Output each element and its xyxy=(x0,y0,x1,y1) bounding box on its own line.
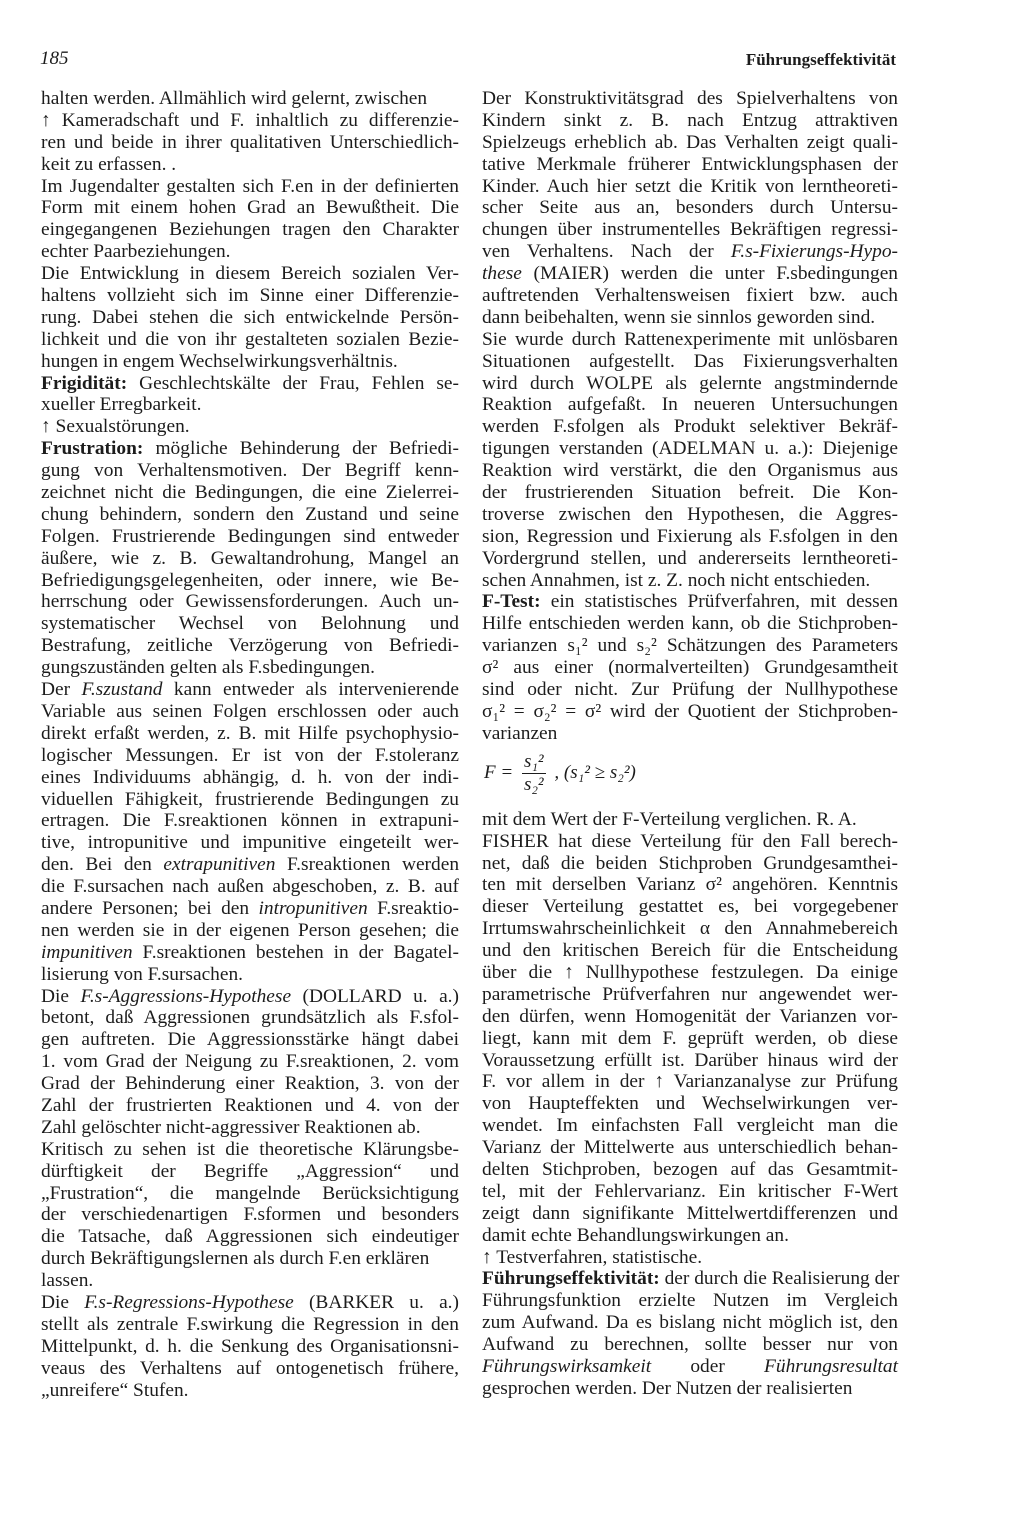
right-column-line: von Haupteffekten und Wechselwirkungen ver- xyxy=(482,1093,898,1115)
right-column-line: gesprochen werden. Der Nutzen der realisierten xyxy=(482,1377,853,1399)
right-column-line: Führungsfunktion erzielte Nutzen im Vergleich xyxy=(482,1290,898,1312)
left-column-line: impunitiven F.sreaktionen bestehen in der Bagatel- xyxy=(41,941,459,963)
left-column xyxy=(41,88,459,1401)
left-column-line: Bestrafung, zeitliche Verzögerung von Befriedi- xyxy=(41,635,459,657)
left-column-line: den. Bei den extrapunitiven F.sreaktionen werden xyxy=(41,854,460,876)
left-column-line: keit zu erfassen. . xyxy=(41,153,177,175)
right-column-line: dann beibehalten, wenn sie sinnlos geworden sind. xyxy=(482,306,876,328)
page-number: 185 xyxy=(40,48,69,69)
left-column-line: Zahl der frustrierten Reaktionen und 4. von der xyxy=(41,1094,459,1116)
left-column-line: logischer Messungen. Er ist von der F.stoleranz xyxy=(41,744,459,766)
right-column-line: Aufwand zu berechnen, sollte besser nur von xyxy=(482,1334,898,1356)
right-column-line: zeigt dann signifikante Mittelwertdifferenzen und xyxy=(482,1202,898,1224)
right-column-line: mit dem Wert der F-Verteilung verglichen. R. A. xyxy=(482,808,857,830)
right-column-line: damit echte Behandlungswirkungen an. xyxy=(482,1224,789,1246)
left-column-line: chung behindern, sondern den Zustand und seine xyxy=(41,503,459,525)
left-column-line: andere Personen; bei den intropunitiven F.sreaktio- xyxy=(41,897,460,919)
right-column-line: der frustrierenden Situation befreit. Die Kon- xyxy=(482,482,898,504)
right-column-line: Spielzeugs erheblich ab. Das Verhalten zeigt quali- xyxy=(482,131,898,153)
left-column-line: ↑ Kameradschaft und F. inhaltlich zu differenzie- xyxy=(41,109,459,131)
left-column-line: hungen in engem Wechselwirkungsverhältnis. xyxy=(41,350,398,372)
left-column-line: ren und beide in ihrer qualitativen Unterschiedlich- xyxy=(41,131,459,153)
right-column-line: den dürfen, wenn Homogenität der Varianzen vor- xyxy=(482,1005,898,1027)
left-column-line: Folgen. Frustrierende Bedingungen sind entweder xyxy=(41,525,459,547)
left-column-line: Die F.s-Aggressions-Hypothese (DOLLARD u. a.) xyxy=(41,985,459,1007)
right-column-line: sion, Regression und Fixierung als F.sfolgen in den xyxy=(482,525,898,547)
right-column-line: ven Verhaltens. Nach der F.s-Fixierungs-Hypo- xyxy=(482,241,898,263)
right-column-line: these (MAIER) werden die unter F.sbedingungen xyxy=(482,263,898,285)
left-column-line: Frigidität: Geschlechtskälte der Frau, Fehlen se- xyxy=(41,372,459,394)
right-column-text-bottom xyxy=(482,809,898,1400)
right-column-line: F. vor allem in der ↑ Varianzanalyse zur Prüfung xyxy=(482,1071,898,1093)
left-column-line: lassen. xyxy=(41,1270,94,1292)
left-column-line: lisierung von F.sursachen. xyxy=(41,963,244,985)
left-column-line: gungszuständen gelten als F.sbedingungen. xyxy=(41,657,375,679)
right-column-line: chungen über instrumentelles Bekräftigen regressi- xyxy=(482,219,898,241)
right-column-line: Reaktion aufgefaßt. In neueren Untersuchungen xyxy=(482,394,898,416)
left-column-line: gung von Verhaltensmotiven. Der Begriff kenn- xyxy=(41,460,459,482)
right-column-line: Vordergrund stellen, und andererseits lerntheoreti- xyxy=(482,547,898,569)
left-column-line: Der F.szustand kann entweder als intervenierende xyxy=(41,679,459,701)
left-column-line: äußere, wie z. B. Gewaltandrohung, Mangel an xyxy=(41,547,459,569)
formula-lhs: F = xyxy=(484,761,514,783)
right-column-line: werden F.sfolgen als Produkt selektiver Bekräf- xyxy=(482,416,898,438)
right-column-line: wendet. Im einfachsten Fall vergleicht man die xyxy=(482,1115,898,1137)
right-column-line: Varianz der Mittelwerte aus unterschiedlich behan- xyxy=(482,1137,898,1159)
left-column-line: durch Bekräftigungslernen als durch F.en erklären xyxy=(41,1248,430,1270)
left-column-line: Die F.s-Regressions-Hypothese (BARKER u. a.) xyxy=(41,1291,459,1313)
right-column-line: ten mit derselben Varianz σ² angehören. Kenntnis xyxy=(482,874,898,896)
left-column-line: Form mit einem hohen Grad an Bewußtheit. Die xyxy=(41,197,459,219)
right-column-line: tative Merkmale früherer Entwicklungsphasen der xyxy=(482,153,898,175)
left-column-line: tive, intropunitive und impunitive eingeteilt wer- xyxy=(41,832,459,854)
left-column-line: xueller Erregbarkeit. xyxy=(41,394,202,416)
right-column-line: Irrtumswahrscheinlichkeit α den Annahmebereich xyxy=(482,918,898,940)
right-column-line: wird durch WOLPE als gelernte angstmindernde xyxy=(482,372,898,394)
left-column-line: veaus des Verhaltens auf ontogenetisch frühere, xyxy=(41,1357,459,1379)
left-column-line: herrschung oder Gewissensforderungen. Auch un- xyxy=(41,591,459,613)
right-column-line: Kindern sinkt z. B. nach Entzug attraktiven xyxy=(482,109,898,131)
left-column-line: haltens vollzieht sich im Sinne einer Differenzie- xyxy=(41,285,459,307)
left-column-line: Zahl gelöschter nicht-aggressiver Reaktionen ab. xyxy=(41,1116,421,1138)
right-column-line: Sie wurde durch Rattenexperimente mit unlösbaren xyxy=(482,328,898,350)
right-column-line: Hilfe entschieden werden kann, ob die Stichproben- xyxy=(482,613,898,635)
left-column-line: „unreifere“ Stufen. xyxy=(41,1379,189,1401)
right-column-line: net, daß die beiden Stichproben Grundgesamthei- xyxy=(482,852,898,874)
left-column-line: direkt erfaßt werden, z. B. mit Hilfe psychophysio- xyxy=(41,722,459,744)
f-test-formula xyxy=(482,745,898,809)
left-column-line: Frustration: mögliche Behinderung der Befriedi- xyxy=(41,438,459,460)
left-column-line: stellt als zentrale F.swirkung die Regression in den xyxy=(41,1313,459,1335)
left-column-line: 1. vom Grad der Neigung zu F.sreaktionen, 2. vom xyxy=(41,1051,459,1073)
formula-condition: , (s₁² ≥ s₂²) xyxy=(554,761,636,783)
right-column-line: sind oder nicht. Zur Prüfung der Nullhypothese xyxy=(482,679,898,701)
right-column-line: ↑ Testverfahren, statistische. xyxy=(482,1246,703,1268)
left-column-line: halten werden. Allmählich wird gelernt, zwischen xyxy=(41,88,428,109)
left-column-line: dürftigkeit der Begriffe „Aggression“ und xyxy=(41,1160,459,1182)
right-column-line: varianzen s₁² und s₂² Schätzungen des Parameters xyxy=(482,635,898,657)
left-column-line: Variable aus seinen Folgen erschlossen oder auch xyxy=(41,700,459,722)
right-column-line: FISHER hat diese Verteilung für den Fall berech- xyxy=(482,830,898,852)
left-column-line: Kritisch zu sehen ist die theoretische Klärungsbe- xyxy=(41,1138,459,1160)
right-column-line: delten Stichproben, bezogen auf das Gesamtmit- xyxy=(482,1158,898,1180)
right-column-line: tel, mit der Fehlervarianz. Ein kritischer F-Wert xyxy=(482,1180,898,1202)
left-column-line: ertragen. Die F.sreaktionen können in extrapuni- xyxy=(41,810,459,832)
right-column-line: auftretenden Verhaltensweisen fixiert bzw. auch xyxy=(482,285,898,307)
right-column-line: liegt, kann mit dem F. geprüft werden, ob diese xyxy=(482,1027,898,1049)
right-column-line: F-Test: ein statistisches Prüfverfahren, mit dessen xyxy=(482,591,898,613)
left-column-line: nen werden sie in der eigenen Person gesehen; die xyxy=(41,919,459,941)
formula-fraction xyxy=(522,751,546,796)
right-column-line: parametrische Prüfverfahren nur angewendet wer- xyxy=(482,983,898,1005)
formula-numerator: s₁² xyxy=(523,750,544,772)
right-column-line: Kinder. Auch hier setzt die Kritik von lerntheoreti- xyxy=(482,175,898,197)
left-column-line: Grad der Behinderung einer Reaktion, 3. von der xyxy=(41,1073,459,1095)
left-column-line: der verschiedenartigen F.sformen und besonders xyxy=(41,1204,459,1226)
right-column-line: tigungen verstanden (ADELMAN u. a.): Diejenige xyxy=(482,438,898,460)
left-column-line: Befriedigungsgelegenheiten, oder innere, wie Be- xyxy=(41,569,459,591)
left-column-line: die Tatsache, daß Aggressionen sich eindeutiger xyxy=(41,1226,459,1248)
left-column-line: systematischer Wechsel von Belohnung und xyxy=(41,613,459,635)
left-column-line: eingegangenen Beziehungen tragen den Charakter xyxy=(41,219,459,241)
right-column-line: σ₁² = σ₂² = σ² wird der Quotient der Stichproben- xyxy=(482,700,898,722)
running-head: Führungseffektivität xyxy=(745,50,896,69)
left-column-line: die F.sursachen nach außen abgeschoben, z. B. auf xyxy=(41,876,459,898)
right-column-line: Führungswirksamkeit oder Führungsresultat xyxy=(482,1355,898,1377)
left-column-line: ↑ Sexualstörungen. xyxy=(41,416,190,438)
left-column-line: zeichnet nicht die Bedingungen, die eine Zielerrei- xyxy=(41,482,459,504)
right-column-line: scher Seite aus an, besonders durch Untersu- xyxy=(482,197,898,219)
right-column-line: schen Annahmen, ist z. Z. noch nicht entschieden. xyxy=(482,569,871,591)
right-column-line: Führungseffektivität: der durch die Realisierung der xyxy=(482,1268,900,1290)
left-column-line: eines Individuums abhängig, d. h. von der indi- xyxy=(41,766,459,788)
right-column-line: troverse zwischen den Hypothesen, die Aggres- xyxy=(482,503,898,525)
right-column-line: und den kritischen Bereich für die Entscheidung xyxy=(482,940,898,962)
right-column-line: Der Konstruktivitätsgrad des Spielverhaltens von xyxy=(482,88,898,109)
left-column-line: Mittelpunkt, d. h. die Senkung des Organisationsni- xyxy=(41,1335,459,1357)
right-column-line: über die ↑ Nullhypothese festzulegen. Da einige xyxy=(482,961,898,983)
right-column-line: varianzen xyxy=(482,722,558,744)
right-column-text-top xyxy=(482,88,898,745)
right-column-line: dieser Verteilung gestattet es, bei vorgegebener xyxy=(482,896,898,918)
right-column-line: zum Aufwand. Da es bislang nicht möglich ist, den xyxy=(482,1312,898,1334)
left-column-line: „Frustration“, die mangelnde Berücksichtigung xyxy=(41,1182,459,1204)
left-column-line: Im Jugendalter gestalten sich F.en in der definierten xyxy=(41,175,459,197)
right-column-line: Voraussetzung erfüllt ist. Darüber hinaus wird der xyxy=(482,1049,898,1071)
left-column-line: echter Paarbeziehungen. xyxy=(41,241,231,263)
right-column xyxy=(482,88,898,1400)
right-column-line: Situationen aufgestellt. Das Fixierungsverhalten xyxy=(482,350,898,372)
right-column-line: σ² aus einer (normalverteilten) Grundgesamtheit xyxy=(482,657,898,679)
left-column-line: betont, daß Aggressionen grundsätzlich als F.sfol- xyxy=(41,1007,459,1029)
left-column-line: Die Entwicklung in diesem Bereich sozialen Ver- xyxy=(41,263,459,285)
left-column-line: viduellen Fähigkeit, frustrierende Bedingungen zu xyxy=(41,788,459,810)
right-column-line: Reaktion wird verstärkt, die den Organismus aus xyxy=(482,460,898,482)
formula-denominator: s₂² xyxy=(523,773,544,795)
left-column-line: lichkeit und die von ihr gestalteten sozialen Bezie- xyxy=(41,328,459,350)
left-column-line: rung. Dabei stehen die sich entwickelnde Persön- xyxy=(41,306,459,328)
left-column-line: gen auftreten. Die Aggressionsstärke hängt dabei xyxy=(41,1029,459,1051)
